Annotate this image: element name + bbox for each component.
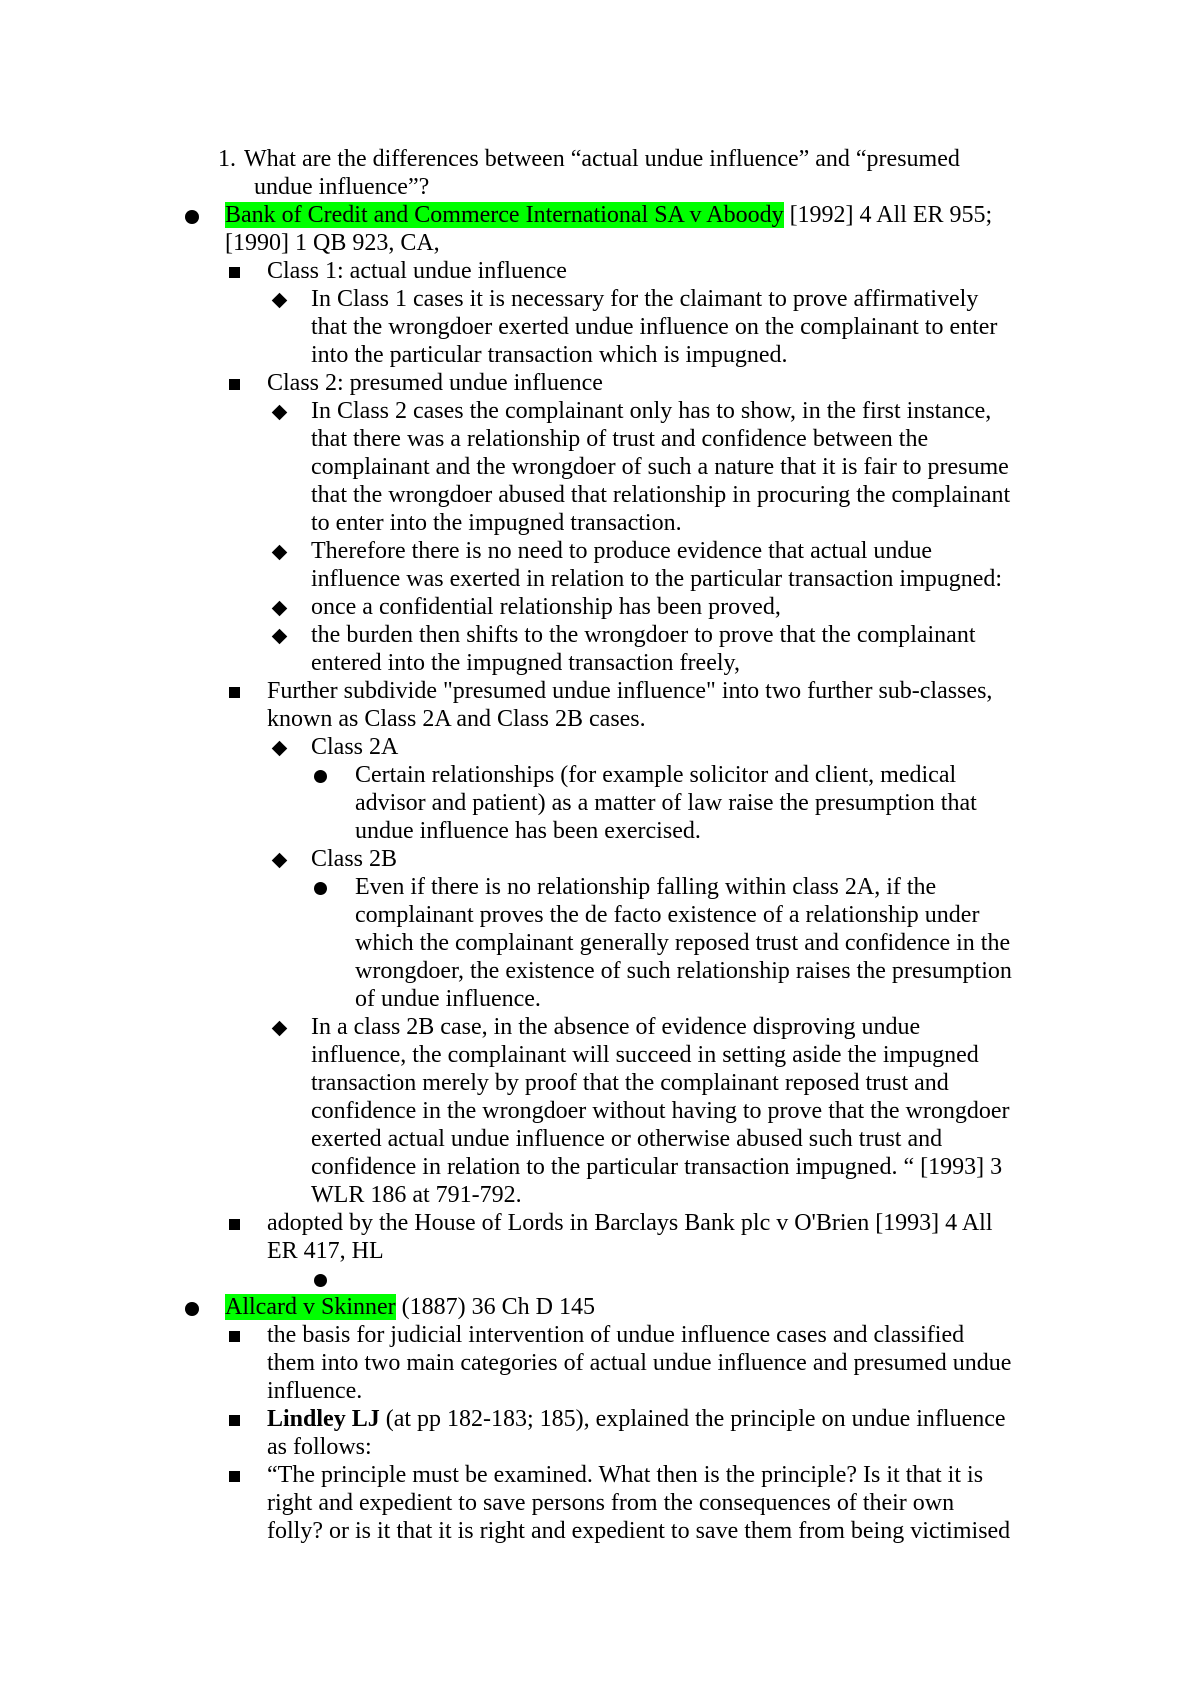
highlighted-case-name: Bank of Credit and Commerce International SA v Aboody [225,202,784,228]
bullet-diamond-icon [272,545,288,561]
item-text-line: them into two main categories of actual undue influence and presumed undue [267,1350,1012,1376]
bullet-diamond-icon [272,741,288,757]
item-text-line: Class 2A [311,734,399,760]
empty-list-item [0,1265,1200,1293]
bullet-square-icon [229,267,240,278]
item-text-line: undue influence has been exercised. [355,818,701,844]
case-aboody [0,201,1200,1293]
case-heading-line [225,1293,1200,1321]
item-text-line: Certain relationships (for example solicitor and client, medical [355,762,957,788]
item-text-line: of undue influence. [355,986,541,1012]
sub-item [0,537,1200,593]
item-text-line: complainant and the wrongdoer of such a nature that it is fair to presume [311,454,1009,480]
bullet-circle-icon [314,770,327,783]
bullet-diamond-icon [272,601,288,617]
item-text-line: Further subdivide "presumed undue influence" into two further sub-classes, [267,678,993,704]
bullet-square-icon [229,1331,240,1342]
item-text-line: once a confidential relationship has been proved, [311,594,781,620]
sub-item [0,285,1200,369]
bullet-square-icon [229,687,240,698]
item-text-line: Even if there is no relationship falling within class 2A, if the [355,874,937,900]
item-text-line: the basis for judicial intervention of undue influence cases and classified [267,1322,965,1348]
sub-item [0,397,1200,537]
item-text-line: known as Class 2A and Class 2B cases. [267,706,646,732]
sub-item [0,1013,1200,1209]
document-body [0,145,1200,1545]
item-text-line: advisor and patient) as a matter of law raise the presumption that [355,790,977,816]
empty-text-line [355,1265,1200,1293]
item-text-line: Class 2B [311,846,398,872]
item-text-line: that there was a relationship of trust and confidence between the [311,426,929,452]
bullet-circle-icon [185,1302,199,1316]
item-text-line: that the wrongdoer abused that relationship in procuring the complainant [311,482,1011,508]
bullet-diamond-icon [272,853,288,869]
list-item-class-2 [0,369,1200,397]
item-text-line: which the complainant generally reposed trust and confidence in the [355,930,1011,956]
item-text-line: transaction merely by proof that the complainant reposed trust and [311,1070,949,1096]
item-text-line: Class 2: presumed undue influence [267,370,603,396]
item-text-line: the burden then shifts to the wrongdoer to prove that the complainant [311,622,976,648]
item-text: (at pp 182-183; 185), explained the principle on undue influence [385,1406,1006,1432]
item-text-line: WLR 186 at 791-792. [311,1182,522,1208]
bullet-circle-icon [314,882,327,895]
sub-item-class-2b [0,845,1200,873]
question-text-line: What are the differences between “actual undue influence” and “presumed [244,146,960,172]
item-text-line: confidence in relation to the particular transaction impugned. “ [1993] 3 [311,1154,1003,1180]
item-text-line: exerted actual undue influence or otherwise abused such trust and [311,1126,943,1152]
case-citation: (1887) 36 Ch D 145 [401,1294,595,1320]
sub-item [0,593,1200,621]
item-text-line: complainant proves the de facto existence of a relationship under [355,902,980,928]
item-text-line: into the particular transaction which is impugned. [311,342,788,368]
sub-item-class-2a [0,733,1200,761]
bullet-square-icon [229,1415,240,1426]
item-text-line: that the wrongdoer exerted undue influence on the complainant to enter [311,314,998,340]
item-text-line: influence. [267,1378,363,1404]
item-text-line [267,1405,1200,1433]
item-text-line: ER 417, HL [267,1238,384,1264]
question-text-line: undue influence”? [254,174,430,200]
question-item [0,145,1200,201]
list-item-lindley [0,1405,1200,1461]
item-text-line: Therefore there is no need to produce evidence that actual undue [311,538,933,564]
sub-sub-item [0,873,1200,1013]
sub-item [0,621,1200,677]
list-item-quote [0,1461,1200,1545]
item-text-line: right and expedient to save persons from the consequences of their own [267,1490,955,1516]
list-item-basis [0,1321,1200,1405]
bullet-diamond-icon [272,629,288,645]
bullet-diamond-icon [272,1021,288,1037]
sub-sub-item [0,761,1200,845]
bullet-square-icon [229,1219,240,1230]
item-text-line: Class 1: actual undue influence [267,258,567,284]
item-text-line: influence was exerted in relation to the particular transaction impugned: [311,566,1003,592]
list-item-subclasses [0,677,1200,733]
item-text-line: wrongdoer, the existence of such relationship raises the presumption [355,958,1012,984]
list-item-adopted [0,1209,1200,1265]
item-text-line: to enter into the impugned transaction. [311,510,682,536]
bullet-circle-icon [314,1274,327,1287]
case-heading [0,201,1200,257]
item-text-line: In Class 1 cases it is necessary for the claimant to prove affirmatively [311,286,979,312]
case-citation: [1992] 4 All ER 955; [789,202,993,228]
bullet-square-icon [229,379,240,390]
item-text-line: influence, the complainant will succeed in setting aside the impugned [311,1042,979,1068]
list-item-class-1 [0,257,1200,285]
item-text-line: confidence in the wrongdoer without having to prove that the wrongdoer [311,1098,1010,1124]
bullet-circle-icon [185,210,199,224]
case-heading-line [225,201,1200,229]
item-text-line: “The principle must be examined. What then is the principle? Is it that it is [267,1462,984,1488]
item-text-line: as follows: [267,1434,372,1460]
question-number: 1. [218,146,236,172]
item-text-line: entered into the impugned transaction freely, [311,650,740,676]
item-text-line: adopted by the House of Lords in Barclays Bank plc v O'Brien [1993] 4 All [267,1210,993,1236]
case-allcard [0,1293,1200,1545]
case-citation-line: [1990] 1 QB 923, CA, [225,230,440,256]
item-text-line: folly? or is it that it is right and expedient to save them from being victimised [267,1518,1011,1544]
bullet-diamond-icon [272,405,288,421]
item-text-line: In a class 2B case, in the absence of evidence disproving undue [311,1014,921,1040]
bullet-diamond-icon [272,293,288,309]
case-heading [0,1293,1200,1321]
item-text-line: In Class 2 cases the complainant only has to show, in the first instance, [311,398,992,424]
bullet-square-icon [229,1471,240,1482]
judge-name: Lindley LJ [267,1406,380,1432]
highlighted-case-name: Allcard v Skinner [225,1294,396,1320]
